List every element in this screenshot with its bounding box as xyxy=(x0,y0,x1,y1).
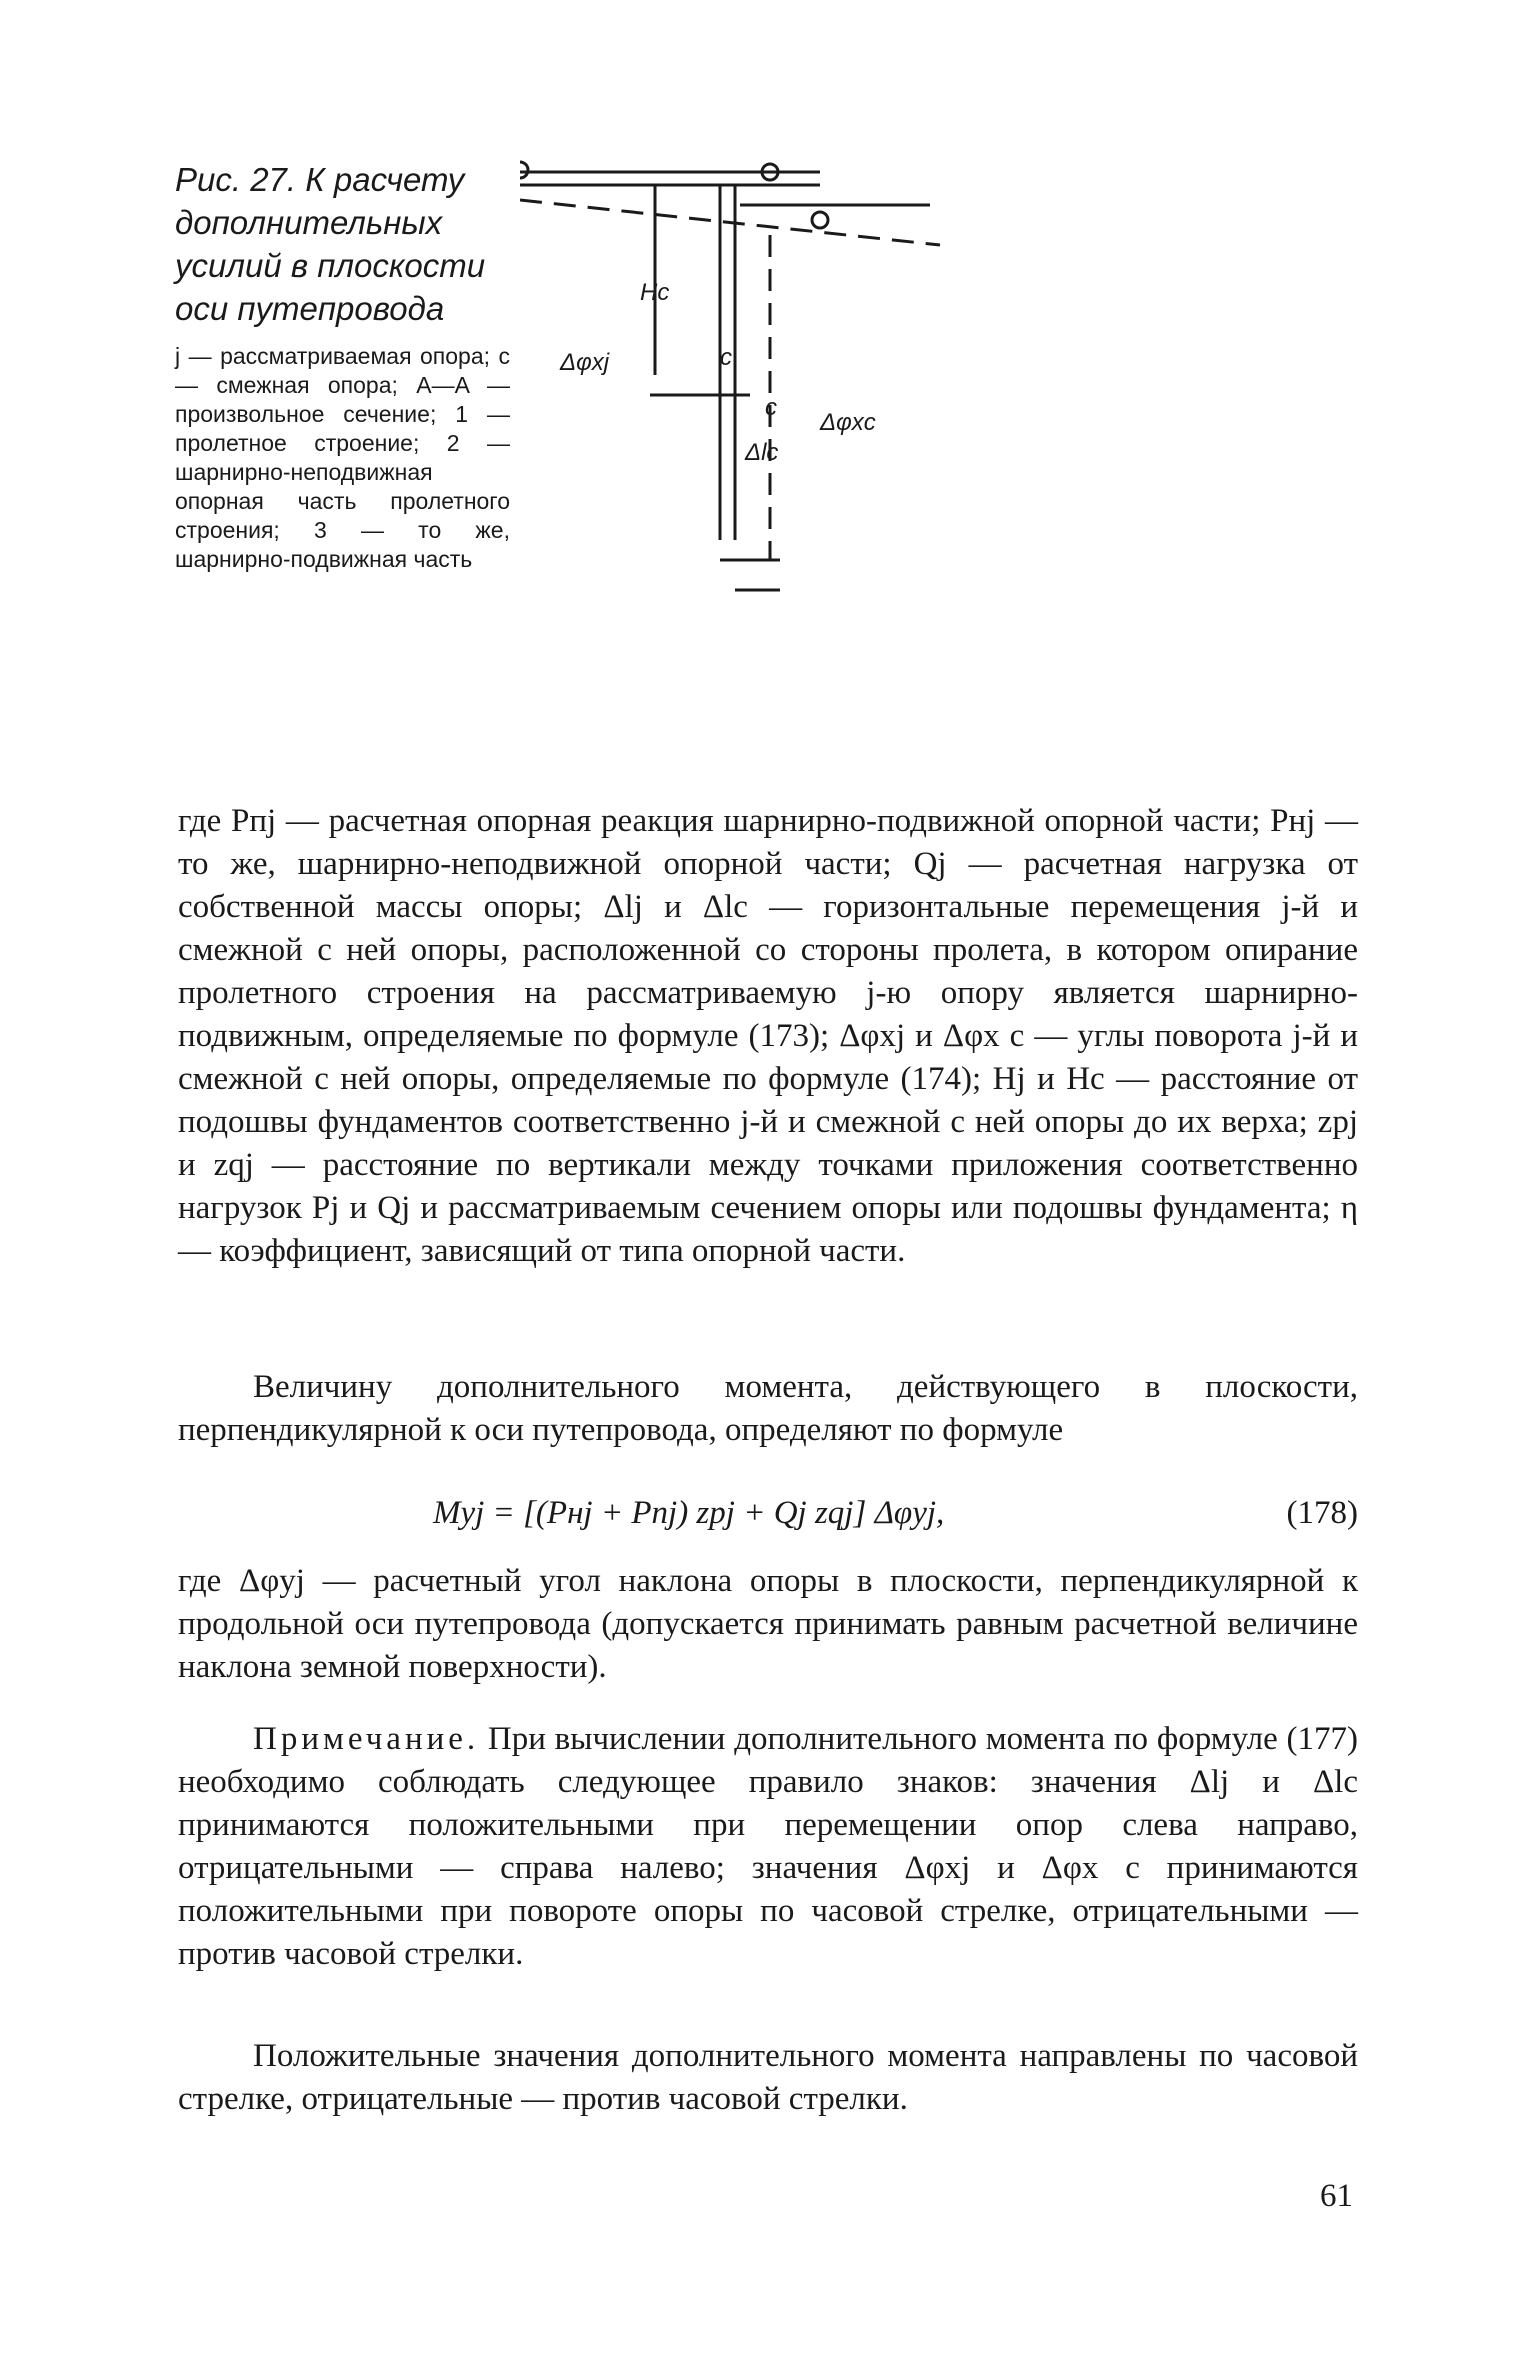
note-text: При вычислении дополнительного момента по формуле (177) необходимо соблюдать следующее правило знаков: значения Δlj и Δlc принимаются положительными при перемещении опор слева направо, отрицательными — справа налево; значения Δφxj и Δφx c принимаются положительными при повороте опоры по часовой стрелке, отрицательными — против часовой стрелки. xyxy=(178,1721,1358,1972)
formula-number: (178) xyxy=(1286,1495,1358,1531)
formula-expression: Myj = [(Pнj + Pпj) zpj + Qj zqj] Δφyj, xyxy=(433,1495,945,1531)
label-c-top: c xyxy=(720,344,732,371)
paragraph-delta-phi-yj: где Δφyj — расчетный угол наклона опоры в плоскости, перпендикулярной к продольной оси путепровода (допускается принимать равным расчетной величине наклона земной поверхности). xyxy=(178,1563,1358,1685)
paragraph-intro-formula: Величину дополнительного момента, действующего в плоскости, перпендикулярной к оси путепровода, определяют по формуле xyxy=(178,1369,1358,1448)
figure-legend: j — рассматриваемая опора; c — смежная опора; A—A — произвольное сечение; 1 — пролетное строение; 2 — шарнирно-неподвижная опорная часть пролетного строения; 3 — то же, шарнирно-подвижная часть xyxy=(175,343,510,572)
page-number: 61 xyxy=(1320,2178,1353,2214)
paragraph-note xyxy=(178,1718,1358,1976)
figure-caption xyxy=(175,158,510,574)
figure-title: Рис. 27. К расчету дополнительных усилий в плоскости оси путепровода xyxy=(175,161,486,327)
label-delta-phi-xj: Δφxj xyxy=(560,349,610,376)
label-delta-phi-xc: Δφxc xyxy=(820,409,876,436)
overpass-diagram xyxy=(520,160,1320,700)
diagram-svg xyxy=(520,160,1320,700)
paragraph-definitions: где Pпj — расчетная опорная реакция шарнирно-подвижной опорной части; Pнj — то же, шарнирно-неподвижной опорной части; Qj — расчетная нагрузка от собственной массы опоры; Δlj и Δlc — горизонтальные перемещения j-й и смежной с ней опоры, расположенной со стороны пролета, в котором опирание пролетного строения на рассматриваемую j-ю опору является шарнирно-подвижным, определяемые по формуле (173); Δφxj и Δφx c — углы поворота j-й и смежной с ней опоры, определяемые по формуле (174); Hj и Hc — расстояние от подошвы фундаментов соответственно j-й и смежной с ней опоры до их верха; zpj и zqj — расстояние по вертикали между точками приложения соответственно нагрузок Pj и Qj и рассматриваемым сечением опоры или подошвы фундамента; η — коэффициент, зависящий от типа опорной части. xyxy=(178,803,1358,1269)
label-hc: Hc xyxy=(640,279,670,306)
label-delta-lc: Δlc xyxy=(745,439,779,466)
displaced-span xyxy=(520,200,940,245)
label-c-bottom: c xyxy=(765,394,777,421)
note-lead: Примечание. xyxy=(253,1721,480,1757)
paragraph-positive-values: Положительные значения дополнительного момента направлены по часовой стрелке, отрицательные — против часовой стрелки. xyxy=(178,2038,1358,2117)
label-a-right xyxy=(520,269,521,296)
formula-178 xyxy=(178,1495,1358,1545)
